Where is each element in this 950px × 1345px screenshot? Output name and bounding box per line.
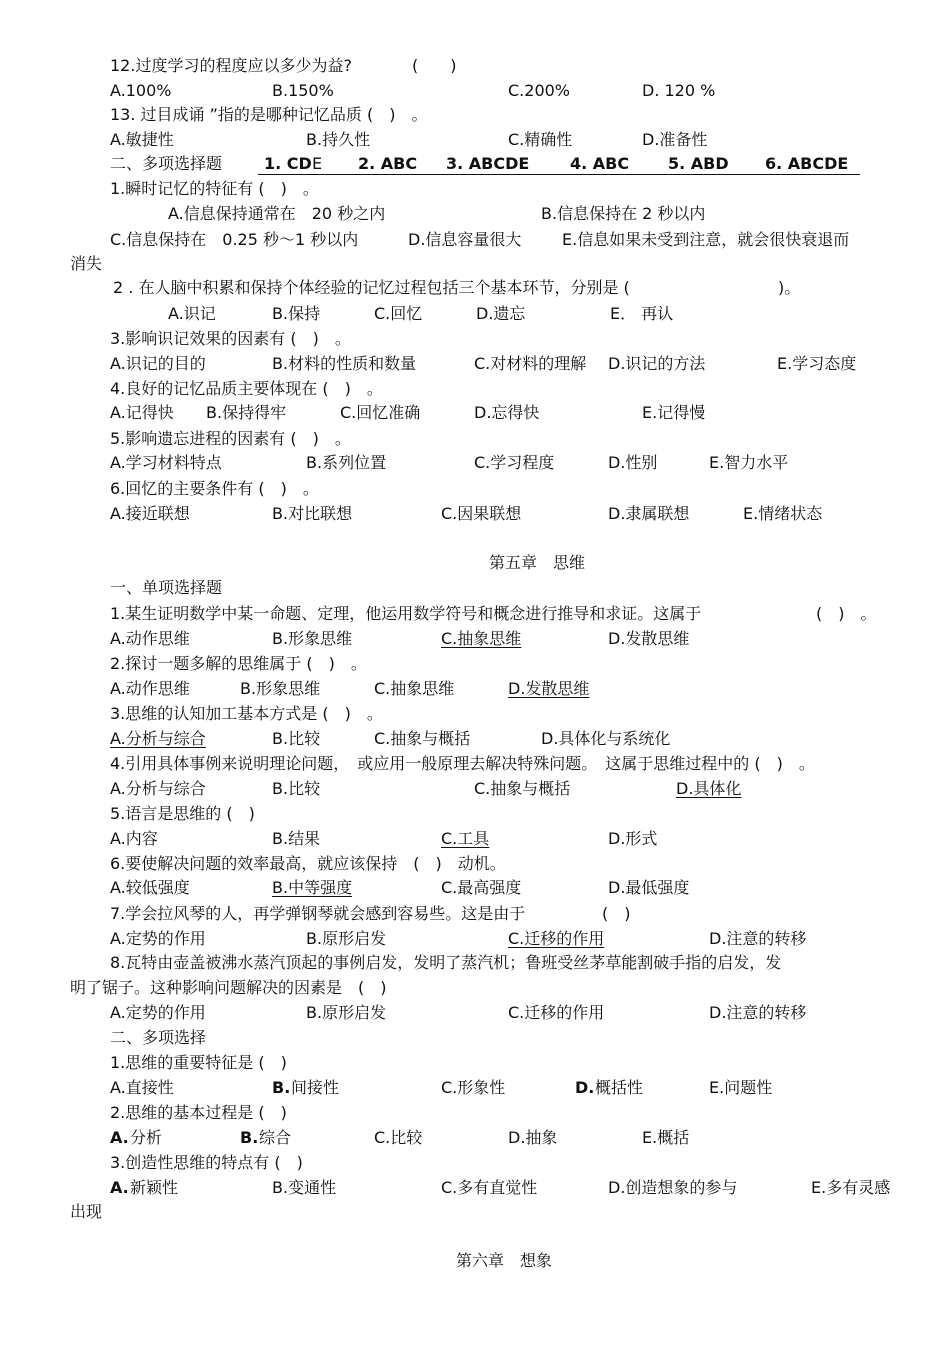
text-segment: B.中等强度 [272,878,353,897]
text-line [0,327,950,351]
text-line [0,627,950,651]
text-segment: A. [110,1128,129,1147]
text-segment: C.抽象思维 [374,679,455,698]
text-segment: D.注意的转移 [709,929,807,948]
text-segment: A.动作思维 [110,679,190,698]
text-segment: A.接近联想 [110,504,190,523]
text-segment: 一、单项选择题 [110,578,223,597]
text-line [0,976,950,1000]
text-segment: D.遗忘 [476,304,526,323]
text-segment: C.精确性 [508,130,573,149]
text-segment: C.迁移的作用 [508,1003,605,1022]
text-segment: C.迁移的作用 [508,929,605,948]
text-segment: D. 120 % [642,81,716,100]
text-segment: D. [575,1078,595,1097]
text-line [0,103,950,127]
text-segment: B.形象思维 [272,629,353,648]
text-segment: 综合 [259,1128,292,1147]
text-segment: 二、多项选择题 [110,154,223,173]
text-line [0,902,950,926]
text-segment: 第五章 思维 [489,553,586,572]
text-segment: 3. ABCDE [446,154,530,173]
text-segment: A.较低强度 [110,878,190,897]
text-segment: E.信息如果未受到注意，就会很快衰退而 [562,230,850,249]
text-line [0,752,950,776]
text-segment: D.信息容量很大 [408,230,522,249]
text-line [0,128,950,152]
text-segment: B.比较 [272,729,321,748]
text-segment: 2 . 在人脑中积累和保持个体经验的记忆过程包括三个基本环节，分别是 ( [113,278,630,297]
text-segment: E.学习态度 [777,354,857,373]
text-segment: D.注意的转移 [709,1003,807,1022]
text-segment: 消失 [70,254,103,273]
text-segment: D.隶属联想 [608,504,690,523]
text-segment: D.性别 [608,453,658,472]
text-segment: A.直接性 [110,1078,174,1097]
text-segment: C.抽象与概括 [474,779,571,798]
text-line [0,502,950,526]
text-segment: C.多有直觉性 [441,1178,538,1197]
text-segment: 2.探讨一题多解的思维属于 ( ) 。 [110,654,367,673]
text-segment: D.形式 [608,829,658,848]
text-line [0,477,950,501]
text-segment: B.比较 [272,779,321,798]
text-line [0,951,950,975]
text-line [0,54,950,78]
text-line [0,1076,950,1100]
text-segment: A.识记 [168,304,216,323]
text-segment: ( ) 。 [816,604,877,623]
text-line [0,1001,950,1025]
text-segment: 4.良好的记忆品质主要体现在 ( ) 。 [110,379,383,398]
text-segment: 出现 [70,1202,103,1221]
text-segment: 7.学会拉风琴的人，再学弹钢琴就会感到容易些。这是由于 [110,904,526,923]
text-line [0,377,950,401]
text-line [0,602,950,626]
text-segment: D.具体化与系统化 [541,729,671,748]
text-segment: B. [272,1078,291,1097]
text-segment: D.发散思维 [608,629,690,648]
text-line [0,1126,950,1150]
text-line [0,827,950,851]
text-segment: C.200% [508,81,570,100]
text-segment: C.回忆 [374,304,423,323]
text-segment: B.150% [272,81,334,100]
text-line [0,202,950,226]
text-segment: B.保持得牢 [206,403,287,422]
text-line [0,228,950,252]
text-line [0,852,950,876]
text-segment: 5. ABD [668,154,729,173]
text-segment: C.工具 [441,829,490,848]
text-segment: 第六章 想象 [456,1251,553,1270]
text-segment: B.原形启发 [306,1003,387,1022]
text-segment: B.形象思维 [240,679,321,698]
text-segment: 5.语言是思维的 ( ) [110,804,255,823]
text-segment: C.抽象与概括 [374,729,471,748]
text-segment: 3.思维的认知加工基本方式是 ( ) 。 [110,704,383,723]
text-line [0,1249,950,1273]
text-segment: 间接性 [291,1078,340,1097]
text-segment: A.记得快 [110,403,174,422]
text-segment: B.持久性 [306,130,371,149]
text-line [0,777,950,801]
text-segment: B.原形启发 [306,929,387,948]
text-line [0,702,950,726]
text-segment: C.抽象思维 [441,629,522,648]
text-segment: ( ) [412,56,457,75]
text-segment: C.因果联想 [441,504,522,523]
text-line [0,802,950,826]
text-segment: 分析 [130,1128,163,1147]
text-line [0,727,950,751]
text-segment: 1.思维的重要特征是 ( ) [110,1053,287,1072]
text-segment: A. [110,1178,129,1197]
text-line [0,1200,950,1224]
text-segment: E.多有灵感 [811,1178,891,1197]
text-line [0,276,950,300]
text-segment: 6.回忆的主要条件有 ( ) 。 [110,479,319,498]
text-segment: 4.引用具体事例来说明理论问题， 或应用一般原理去解决特殊问题。 这属于思维过程中的 ( ) 。 [110,754,815,773]
text-line [0,1176,950,1200]
text-segment: 3.创造性思维的特点有 ( ) [110,1153,303,1172]
text-segment: 13. 过目成诵 ”指的是哪种记忆品质 ( ) 。 [110,105,428,124]
text-segment: B.保持 [272,304,321,323]
text-line [0,927,950,951]
text-segment: C.最高强度 [441,878,522,897]
text-segment: )。 [778,278,801,297]
text-line [0,1101,950,1125]
text-line [0,652,950,676]
text-segment: D.识记的方法 [608,354,706,373]
text-segment: E.问题性 [709,1078,773,1097]
text-line [0,576,950,600]
text-segment: 3.影响识记效果的因素有 ( ) 。 [110,329,351,348]
text-segment: 2. ABC [358,154,418,173]
text-segment: C.对材料的理解 [474,354,587,373]
text-segment: E.记得慢 [642,403,706,422]
text-segment: D.抽象 [508,1128,558,1147]
text-segment: C.形象性 [441,1078,506,1097]
text-line [0,551,950,575]
text-segment: D.具体化 [676,779,742,798]
text-segment: 6.要使解决问题的效率最高，就应该保持 ( ) 动机。 [110,854,506,873]
text-line [0,401,950,425]
text-segment: C.信息保持在 0.25 秒～1 秒以内 [110,230,359,249]
text-segment: 6. ABCDE [765,154,849,173]
text-segment: A.分析与综合 [110,729,206,748]
text-line [0,1026,950,1050]
text-line [0,1151,950,1175]
text-segment: D.忘得快 [474,403,540,422]
text-segment: A.定势的作用 [110,1003,206,1022]
text-segment: E.智力水平 [709,453,789,472]
text-segment: 1. CD [264,154,312,173]
text-segment: B.对比联想 [272,504,353,523]
text-segment: E． 再认 [610,304,674,323]
text-segment: 2.思维的基本过程是 ( ) [110,1103,287,1122]
text-segment: 8.瓦特由壶盖被沸水蒸汽顶起的事例启发，发明了蒸汽机；鲁班受丝茅草能割破手指的启发，发 [110,953,782,972]
text-segment: A.动作思维 [110,629,190,648]
text-segment: 二、多项选择 [110,1028,207,1047]
text-segment: A.100% [110,81,172,100]
text-segment: E.情绪状态 [743,504,823,523]
text-segment: B.材料的性质和数量 [272,354,417,373]
text-segment: ( ) [602,904,631,923]
text-line [0,79,950,103]
text-segment: C.比较 [374,1128,423,1147]
text-segment: D.发散思维 [508,679,590,698]
text-line [0,677,950,701]
text-line [0,427,950,451]
text-segment: D.准备性 [642,130,708,149]
text-segment: B.变通性 [272,1178,337,1197]
text-segment: A.学习材料特点 [110,453,222,472]
text-segment: A.敏捷性 [110,130,174,149]
text-segment: E [312,154,323,173]
text-line [0,252,950,276]
text-segment: 明了锯子。这种影响问题解决的因素是 ( ) [70,978,387,997]
text-segment: A.识记的目的 [110,354,206,373]
text-segment: 概括性 [595,1078,644,1097]
text-segment: E.概括 [642,1128,690,1147]
text-line [0,451,950,475]
text-line [0,152,950,176]
text-line [0,1051,950,1075]
text-segment: 1.某生证明数学中某一命题、定理，他运用数学符号和概念进行推导和求证。这属于 [110,604,702,623]
text-segment: 新颖性 [130,1178,179,1197]
text-segment: D.创造想象的参与 [608,1178,738,1197]
text-segment: 1.瞬时记忆的特征有 ( ) 。 [110,179,319,198]
text-segment: 12.过度学习的程度应以多少为益? [110,56,352,75]
text-line [0,302,950,326]
text-segment: 5.影响遗忘进程的因素有 ( ) 。 [110,429,351,448]
text-segment: C.学习程度 [474,453,555,472]
text-line [0,177,950,201]
text-segment: A.信息保持通常在 20 秒之内 [168,204,386,223]
text-segment: B. [240,1128,259,1147]
text-segment: A.定势的作用 [110,929,206,948]
text-segment: B.信息保持在 2 秒以内 [541,204,706,223]
text-segment: A.内容 [110,829,158,848]
text-line [0,876,950,900]
text-segment: B.系列位置 [306,453,387,472]
text-segment: A.分析与综合 [110,779,206,798]
text-segment: D.最低强度 [608,878,690,897]
text-segment: B.结果 [272,829,321,848]
text-segment: 4. ABC [570,154,630,173]
text-line [0,352,950,376]
text-segment: C.回忆准确 [340,403,421,422]
